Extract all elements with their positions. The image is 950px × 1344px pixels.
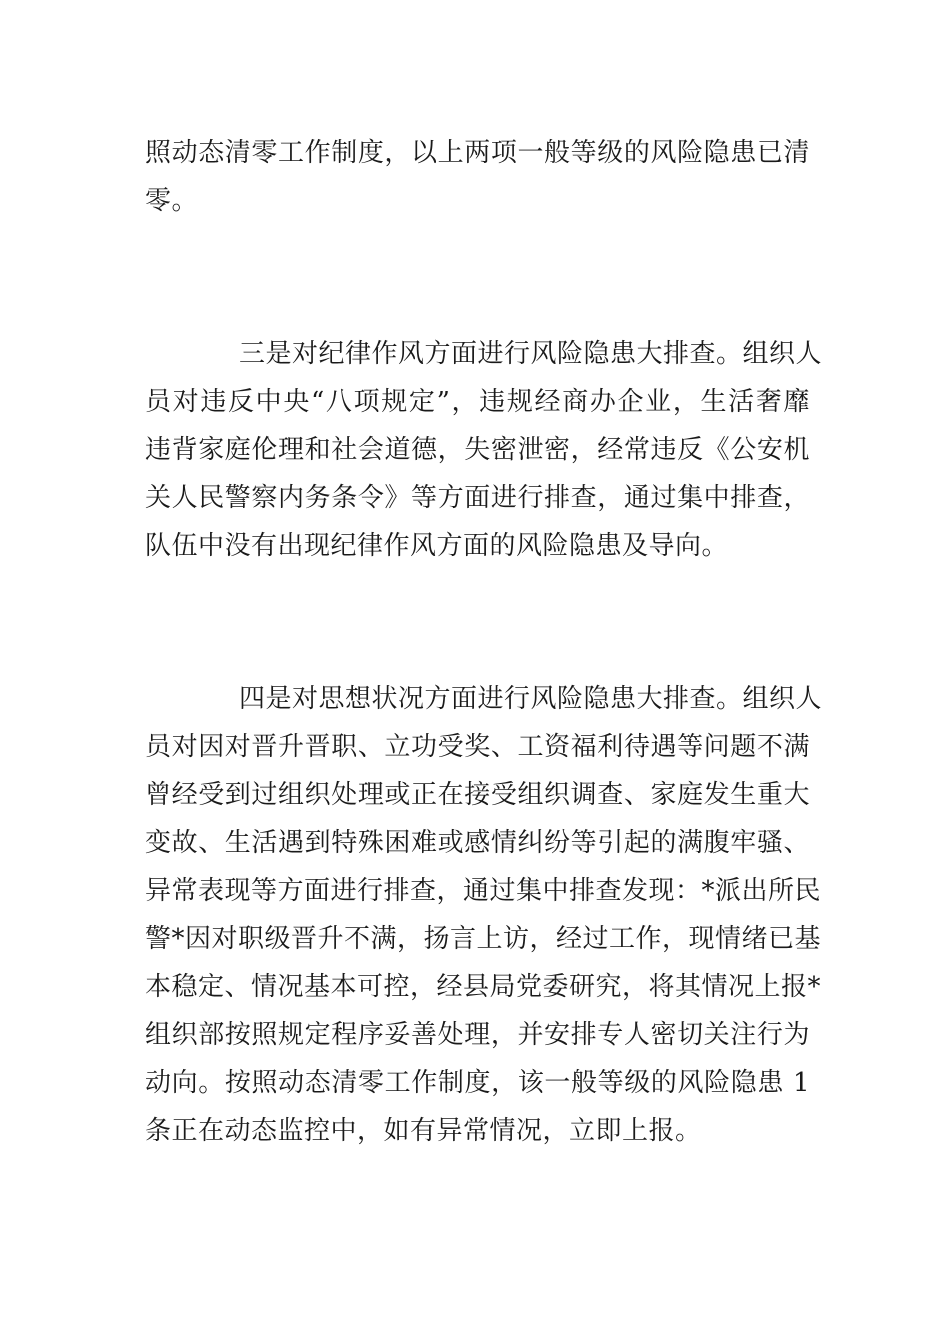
text-line: 三是对纪律作风方面进行风险隐患大排查。组织人 [239,339,823,369]
text-line: 四是对思想状况方面进行风险隐患大排查。组织人 [239,684,823,714]
paragraph-discipline-style [145,330,823,570]
text-line: 员对违反中央“八项规定”，违规经商办企业，生活奢靡 [145,387,810,417]
text-line: 违背家庭伦理和社会道德，失密泄密，经常违反《公安机 [145,435,810,465]
text-line: 本稳定、情况基本可控，经县局党委研究，将其情况上报* [145,972,822,1002]
paragraph-dynamic-clearing [145,129,810,225]
text-line: 员对因对晋升晋职、立功受奖、工资福利待遇等问题不满 [145,732,810,762]
text-line: 组织部按照规定程序妥善处理，并安排专人密切关注行为 [145,1020,810,1050]
text-line: 异常表现等方面进行排查，通过集中排查发现：*派出所民 [145,876,822,906]
text-line: 曾经受到过组织处理或正在接受组织调查、家庭发生重大 [145,780,810,810]
text-line: 变故、生活遇到特殊困难或感情纠纷等引起的满腹牢骚、 [145,828,810,858]
text-line: 零。 [145,186,199,216]
paragraph-ideological-status [145,675,823,1155]
text-line: 照动态清零工作制度，以上两项一般等级的风险隐患已清 [145,138,810,168]
text-line: 关人民警察内务条令》等方面进行排查，通过集中排查， [145,483,810,513]
text-line: 动向。按照动态清零工作制度，该一般等级的风险隐患 1 [145,1068,810,1098]
text-line: 警*因对职级晋升不满，扬言上访，经过工作，现情绪已基 [145,924,822,954]
text-line: 队伍中没有出现纪律作风方面的风险隐患及导向。 [145,531,729,561]
text-line: 条正在动态监控中，如有异常情况，立即上报。 [145,1116,702,1146]
